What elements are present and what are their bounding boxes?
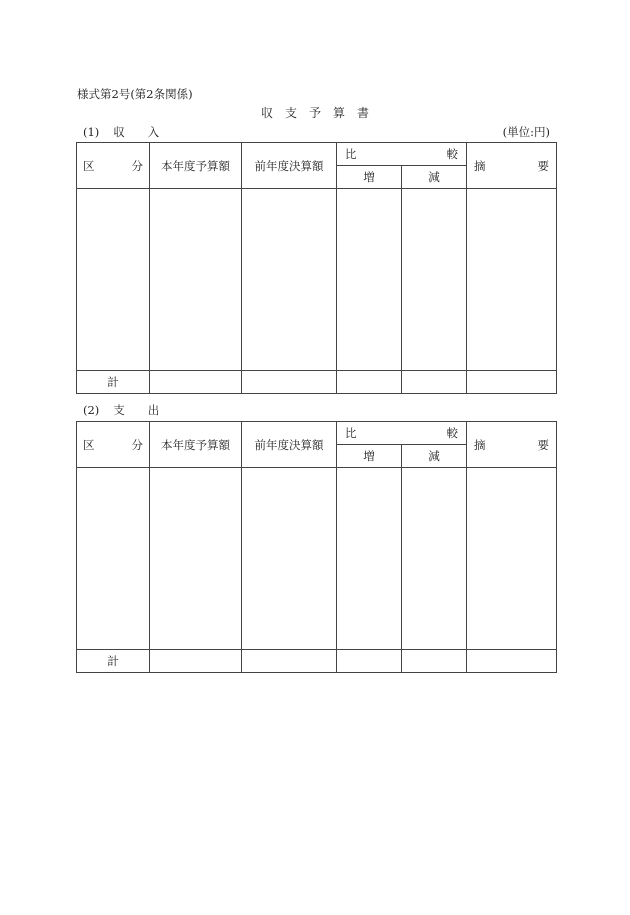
income-table (76, 142, 557, 394)
header-kubun-1: 区 (83, 437, 95, 452)
header-prior-settlement: 前年度決算額 (242, 422, 337, 468)
section-income-title: 収 入 (113, 125, 160, 139)
section-expense-heading (83, 402, 159, 418)
cell-prior-settlement[interactable] (242, 189, 337, 371)
header-remarks-1: 摘 (474, 158, 486, 173)
income-total-row (77, 371, 557, 394)
header-remarks (467, 422, 557, 468)
header-comparison-1: 比 (345, 426, 357, 440)
cell-remarks[interactable] (467, 468, 557, 650)
header-remarks-1: 摘 (474, 437, 486, 452)
header-remarks-2: 要 (537, 158, 549, 173)
header-comparison-1: 比 (345, 147, 357, 161)
cell-increase[interactable] (337, 468, 402, 650)
cell-current-budget[interactable] (150, 189, 242, 371)
total-current-budget[interactable] (150, 650, 242, 673)
header-comparison-2: 較 (446, 426, 458, 440)
cell-prior-settlement[interactable] (242, 468, 337, 650)
cell-remarks[interactable] (467, 189, 557, 371)
header-kubun-2: 分 (131, 158, 143, 173)
total-decrease[interactable] (402, 371, 467, 394)
header-decrease: 減 (402, 166, 467, 189)
header-comparison-2: 較 (446, 147, 458, 161)
document-title: 収 支 予 算 書 (260, 106, 369, 120)
cell-kubun[interactable] (77, 189, 150, 371)
expense-entry-row (77, 468, 557, 650)
total-increase[interactable] (337, 371, 402, 394)
header-kubun-1: 区 (83, 158, 95, 173)
header-prior-settlement: 前年度決算額 (242, 143, 337, 189)
section-income-heading (83, 124, 159, 140)
total-prior-settlement[interactable] (242, 371, 337, 394)
header-decrease: 減 (402, 445, 467, 468)
header-remarks-2: 要 (537, 437, 549, 452)
header-increase: 増 (337, 445, 402, 468)
expense-table (76, 421, 557, 673)
total-decrease[interactable] (402, 650, 467, 673)
total-prior-settlement[interactable] (242, 650, 337, 673)
section-income-number: (1) (83, 125, 100, 139)
section-expense-title: 支 出 (113, 403, 160, 417)
total-increase[interactable] (337, 650, 402, 673)
total-label: 計 (77, 371, 150, 394)
cell-kubun[interactable] (77, 468, 150, 650)
header-current-budget: 本年度予算額 (150, 143, 242, 189)
header-comparison (337, 422, 467, 445)
total-remarks[interactable] (467, 371, 557, 394)
total-label: 計 (77, 650, 150, 673)
cell-decrease[interactable] (402, 189, 467, 371)
total-remarks[interactable] (467, 650, 557, 673)
section-expense-number: (2) (83, 403, 100, 417)
cell-increase[interactable] (337, 189, 402, 371)
header-remarks (467, 143, 557, 189)
income-entry-row (77, 189, 557, 371)
header-current-budget: 本年度予算額 (150, 422, 242, 468)
header-increase: 増 (337, 166, 402, 189)
unit-label: (単位:円) (502, 125, 550, 139)
header-kubun (77, 422, 150, 468)
header-kubun-2: 分 (131, 437, 143, 452)
expense-total-row (77, 650, 557, 673)
cell-current-budget[interactable] (150, 468, 242, 650)
total-current-budget[interactable] (150, 371, 242, 394)
header-comparison (337, 143, 467, 166)
header-kubun (77, 143, 150, 189)
form-number: 様式第2号(第2条関係) (77, 87, 193, 101)
cell-decrease[interactable] (402, 468, 467, 650)
